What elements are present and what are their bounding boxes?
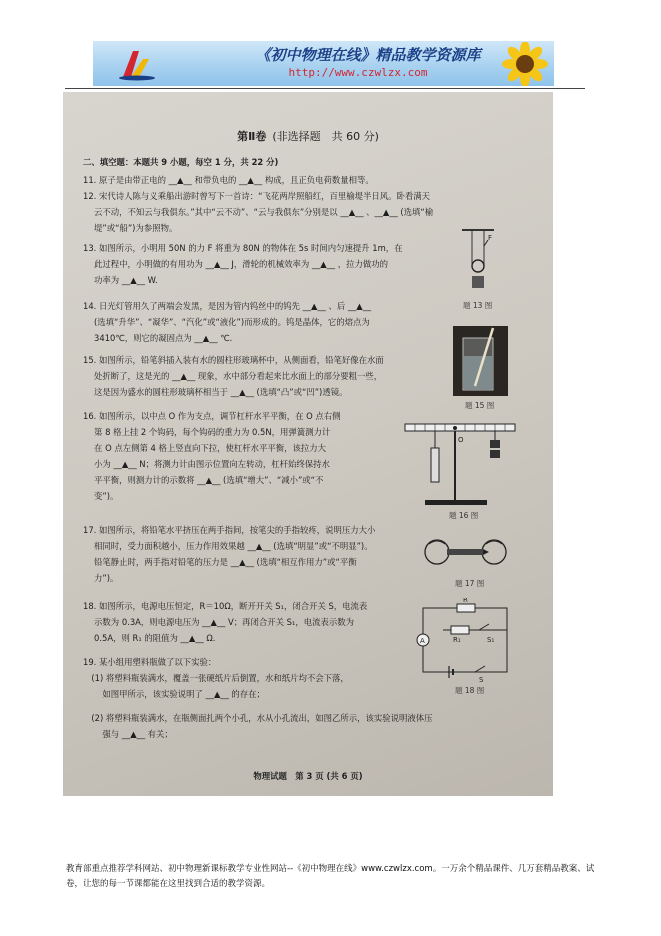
question-line: 力”)。 [83, 573, 119, 583]
figure-caption: 题 18 图 [455, 686, 485, 695]
question-line: 11. 原子是由带正电的 __▲__ 和带负电的 __▲__ 构成，且正负电荷数量相等。 [83, 175, 374, 185]
question-line: 云不动，不知云与我俱东。”其中“云不动”、“云与我俱东”分别是以 __▲__ 、__▲__ (选填“榆 [83, 207, 434, 217]
banner-title: 《初中物理在线》精品教学资源库 [255, 46, 481, 64]
sunflower-icon [498, 42, 552, 86]
question-line: 15. 如图所示，铅笔斜插入装有水的圆柱形玻璃杯中，从侧面看，铅笔好像在水面 [83, 355, 384, 365]
question-line: 处折断了，这是光的 __▲__ 现象，水中部分看起来比水面上的部分要粗一些， [83, 371, 383, 381]
bottom-note: 教育部重点推荐学科网站、初中物理新课标教学专业性网站--《初中物理在线》www.czwlzx.com。一万余个精品课件、几万套精品教案、试卷，让您的每一节课都能在这里找到合适的教学资源。 [66, 864, 595, 889]
question-line: 18. 如图所示，电源电压恒定，R＝10Ω，断开开关 S₁，闭合开关 S，电流表 [83, 601, 368, 611]
header-rule [65, 88, 585, 89]
question-heading: 二、填空题：本题共 9 小题，每空 1 分，共 22 分) [83, 157, 279, 167]
question-line: (2) 将塑料瓶装满水，在瓶侧面扎两个小孔，水从小孔流出，如图乙所示，该实验说明液体压 [83, 713, 433, 723]
pencil-glass-figure-icon [453, 326, 508, 396]
question-line: 0.5A，则 R₁ 的阻值为 __▲__ Ω. [83, 633, 216, 643]
question-line: 功率为 __▲__ W. [83, 275, 158, 285]
question-line: 17. 如图所示，将铅笔水平挤压在两手指间，按笔尖的手指较疼，说明压力大小 [83, 525, 376, 535]
question-line: 此过程中，小明做的有用功为 __▲__ J，滑轮的机械效率为 __▲__ ，拉力做功的 [83, 259, 389, 269]
figure-caption: 题 16 图 [449, 511, 479, 520]
question-line: 19. 某小组用塑料瓶做了以下实验： [83, 657, 217, 667]
exam-photo [63, 92, 553, 796]
question-line: 小为 __▲__ N；将测力计由图示位置向左转动，杠杆始终保持水 [83, 459, 330, 469]
svg-text:O: O [458, 436, 464, 444]
svg-text:A: A [420, 637, 425, 645]
question-line: 示数为 0.3A，则电源电压为 __▲__ V；再闭合开关 S₁，电流表示数为 [83, 617, 354, 627]
question-line: 强与 __▲__ 有关； [83, 729, 173, 739]
svg-text:R₁: R₁ [453, 636, 461, 644]
banner-url[interactable]: http://www.czwlzx.com [288, 66, 428, 79]
section-title: 第Ⅱ卷 (非选择题 共 60 分) [237, 130, 379, 143]
question-line: 堤”或“船”)为参照物。 [83, 223, 178, 233]
figure-caption: 题 13 图 [463, 301, 493, 310]
question-line: 16. 如图所示，以中点 O 作为支点，调节杠杆水平平衡，在 O 点右侧 [83, 411, 341, 421]
question-line: 13. 如图所示，小明用 50N 的力 F 将重为 80N 的物体在 5s 时间内匀速提升 1m，在 [83, 243, 403, 253]
figure-caption: 题 15 图 [465, 401, 495, 410]
question-line: 相同时，受力面积越小，压力作用效果越 __▲__ (选填“明显”或“不明显”)。 [83, 541, 373, 551]
question-line: 14. 日光灯管用久了两端会发黑，是因为管内钨丝中的钨先 __▲__ 、后 __▲__ [83, 301, 372, 311]
page-footer: 物理试题 第 3 页 (共 6 页) [253, 771, 363, 781]
svg-text:F: F [488, 234, 493, 242]
question-line: 12. 宋代诗人陈与义乘船出游时曾写下一首诗：“飞花两岸照船红，百里榆堤半日风。卧看满天 [83, 191, 430, 201]
question-line: 这是因为盛水的圆柱形玻璃杯相当于 __▲__ (选填“凸”或“凹”)透镜。 [83, 387, 348, 397]
question-line: 变”)。 [83, 491, 119, 501]
header-banner [93, 41, 554, 86]
question-line: 第 8 格上挂 2 个钩码，每个钩码的重力为 0.5N，用弹簧测力计 [83, 427, 331, 437]
figure-caption: 题 17 图 [455, 579, 485, 588]
fingers-pencil-figure-icon [423, 532, 508, 572]
question-line: 如图甲所示，该实验说明了 __▲__ 的存在； [83, 689, 265, 699]
svg-text:R: R [463, 598, 468, 604]
question-line: 3410℃，则它的凝固点为 __▲__ ℃. [83, 333, 233, 343]
circuit-figure-icon [413, 598, 513, 682]
question-line: (1) 将塑料瓶装满水，覆盖一张硬纸片后倒置，水和纸片均不会下落， [83, 673, 349, 683]
svg-text:S₁: S₁ [487, 636, 495, 644]
question-line: 在 O 点左侧第 4 格上竖直向下拉，使杠杆水平平衡，该拉力大 [83, 443, 326, 453]
question-line: 平平衡，则测力计的示数将 __▲__ (选填“增大”、“减小”或“不 [83, 475, 324, 485]
svg-text:S: S [479, 676, 484, 682]
site-logo-icon [117, 47, 157, 81]
question-line: (选填“升华”、“凝华”、“汽化”或“液化”)而形成的。钨是晶体，它的熔点为 [83, 317, 370, 327]
pulley-figure-icon [458, 226, 498, 296]
question-line: 铅笔静止时，两手指对铅笔的压力是 __▲__ (选填“相互作用力”或“平衡 [83, 557, 357, 567]
lever-figure-icon [403, 418, 518, 508]
